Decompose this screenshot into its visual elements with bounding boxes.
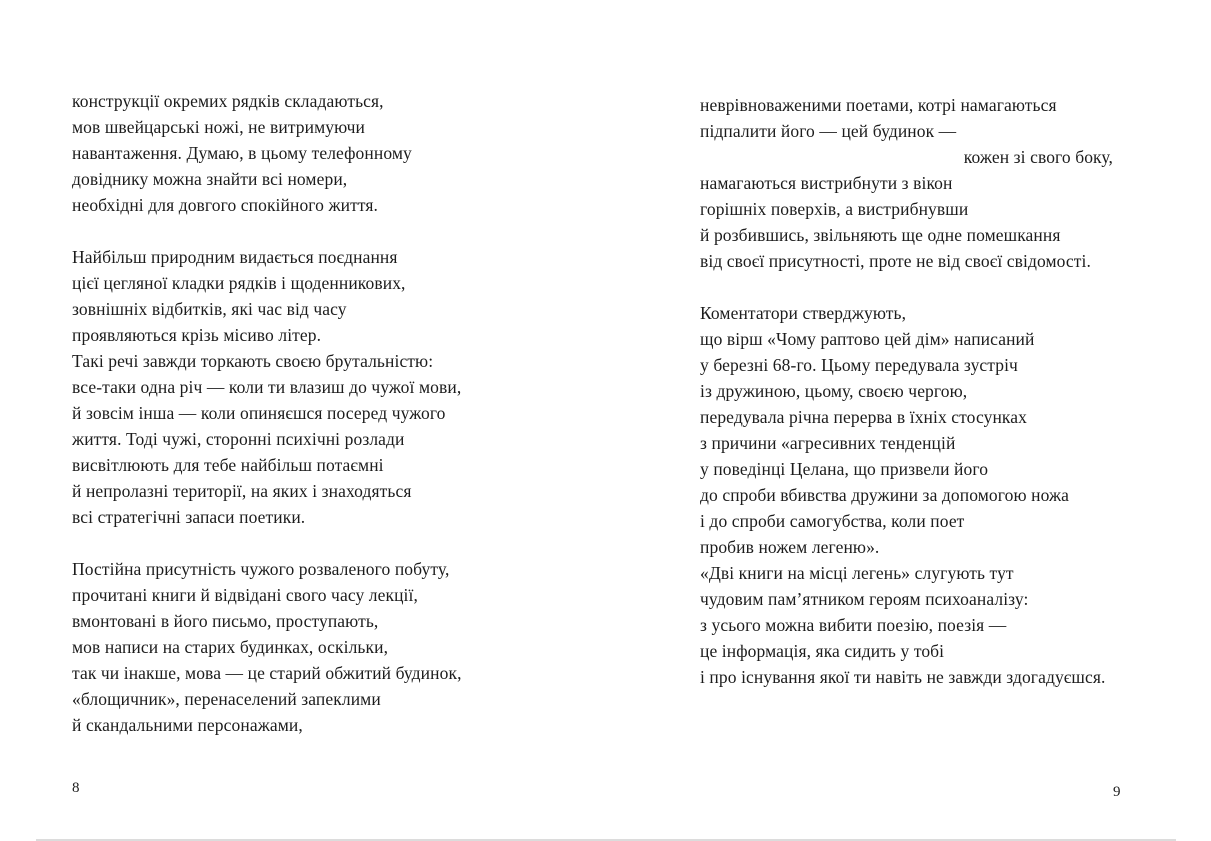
text-line: конструкції окремих рядків складаються, [72, 91, 384, 111]
page-right-text [700, 92, 1170, 690]
text-line: передувала річна перерва в їхніх стосунках [700, 407, 1027, 427]
text-line: мов швейцарські ножі, не витримуючи [72, 117, 365, 137]
paragraph [72, 244, 592, 530]
text-line: у березні 68-го. Цьому передувала зустріч [700, 355, 1018, 375]
text-line: «Дві книги на місці легень» слугують тут [700, 563, 1014, 583]
text-line: і до спроби самогубства, коли поет [700, 511, 965, 531]
text-line: Такі речі завжди торкають своєю брутальністю: [72, 351, 434, 371]
text-line: зовнішніх відбитків, які час від часу [72, 299, 347, 319]
text-line: прочитані книги й відвідані свого часу лекції, [72, 585, 418, 605]
text-line: що вірш «Чому раптово цей дім» написаний [700, 329, 1035, 349]
text-line: цієї цегляної кладки рядків і щоденникових, [72, 273, 406, 293]
paragraph [700, 300, 1170, 690]
text-line: у поведінці Целана, що призвели його [700, 459, 989, 479]
text-line: життя. Тоді чужі, сторонні психічні розлади [72, 429, 405, 449]
text-line: чудовим пам’ятником героям психоаналізу: [700, 589, 1029, 609]
text-line: до спроби вбивства дружини за допомогою ножа [700, 485, 1070, 505]
text-line: вмонтовані в його письмо, проступають, [72, 611, 379, 631]
text-line: мов написи на старих будинках, оскільки, [72, 637, 389, 657]
text-line: неврівноваженими поетами, котрі намагаються [700, 95, 1057, 115]
page-number-right: 9 [1113, 784, 1121, 800]
text-line: проявляються крізь місиво літер. [72, 325, 322, 345]
text-line: висвітлюють для тебе найбільш потаємні [72, 455, 384, 475]
page-right [605, 0, 1211, 841]
text-line: Найбільш природним видається поєднання [72, 247, 398, 267]
text-line: це інформація, яка сидить у тобі [700, 641, 945, 661]
text-line: від своєї присутності, проте не від своєї свідомості. [700, 251, 1091, 271]
text-line: «блощичник», перенаселений запеклими [72, 689, 381, 709]
text-line: так чи інакше, мова — це старий обжитий будинок, [72, 663, 462, 683]
text-line: Постійна присутність чужого розваленого побуту, [72, 559, 450, 579]
page-number-left: 8 [72, 780, 80, 796]
text-line: із дружиною, цьому, своєю чергою, [700, 381, 968, 401]
page-left-text [72, 88, 592, 738]
page-left [0, 0, 605, 841]
text-line: й скандальними персонажами, [72, 715, 303, 735]
text-line: й розбившись, звільняють ще одне помешкання [700, 225, 1061, 245]
text-line: й зовсім інша — коли опиняєшся посеред чужого [72, 403, 446, 423]
paragraph [72, 556, 592, 738]
text-line: довіднику можна знайти всі номери, [72, 169, 348, 189]
text-line: і про існування якої ти навіть не завжди здогадуєшся. [700, 667, 1106, 687]
text-line: необхідні для довгого спокійного життя. [72, 195, 379, 215]
text-line: пробив ножем легеню». [700, 537, 880, 557]
text-line: й непролазні території, на яких і знаходяться [72, 481, 412, 501]
text-line: все-таки одна річ — коли ти влазиш до чужої мови, [72, 377, 462, 397]
text-line: горішніх поверхів, а вистрибнувши [700, 199, 969, 219]
paragraph [72, 88, 592, 218]
text-line: всі стратегічні запаси поетики. [72, 507, 306, 527]
text-line: навантаження. Думаю, в цьому телефонному [72, 143, 412, 163]
text-line: намагаються вистрибнути з вікон [700, 173, 953, 193]
text-line: з усього можна вибити поезію, поезія — [700, 615, 1007, 635]
text-line: кожен зі свого боку, [963, 147, 1113, 167]
text-line: з причини «агресивних тенденцій [700, 433, 956, 453]
text-line: Коментатори стверджують, [700, 303, 907, 323]
text-line: підпалити його — цей будинок — [700, 121, 957, 141]
paragraph [700, 92, 1170, 274]
